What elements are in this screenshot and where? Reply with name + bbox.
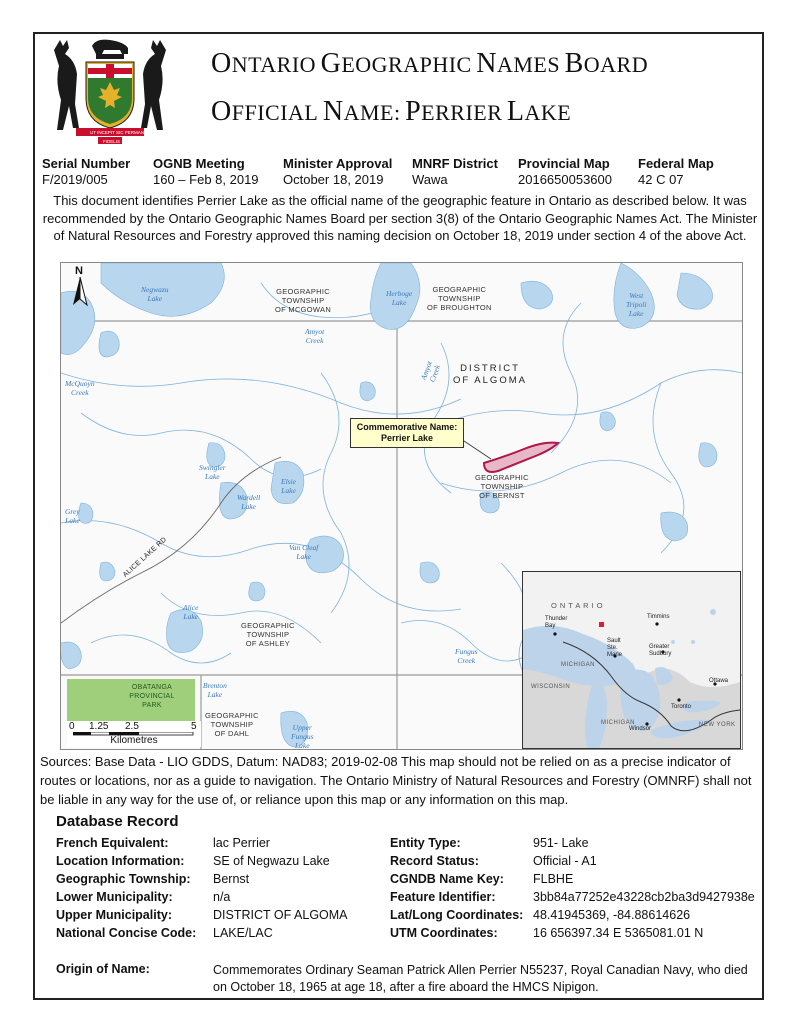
inset-label-thunder-bay: Thunder Bay	[545, 616, 568, 629]
water-label-grey: Grey Lake	[65, 507, 80, 525]
scale-tick-0: 0	[69, 721, 75, 732]
inset-label-toronto: Toronto	[671, 704, 692, 710]
meta-header: Provincial Map	[518, 156, 610, 171]
commemorative-callout: Commemorative Name: Perrier Lake	[350, 418, 464, 448]
water-label-wardell: Wardell Lake	[237, 493, 261, 511]
meta-column	[153, 156, 259, 188]
township-label-broughton: GEOGRAPHIC TOWNSHIP OF BROUGHTON	[427, 285, 492, 312]
park-label: OBATANGA PROVINCIAL PARK	[129, 684, 175, 709]
inset-label-sault: Sault Ste. Marie	[607, 638, 623, 658]
sources-disclaimer: Sources: Base Data - LIO GDDS, Datum: NAD83; 2019-02-08 This map should not be relied on as a precise indicator of routes or locations, nor as a guide to navigation. The Ontario Ministry of Natural Resources and Forestry (OMNRF) shall not be liable in any way for the use of, or reliance upon this map or any information on this map.	[40, 754, 752, 807]
record-label: Lat/Long Coordinates:	[390, 908, 524, 922]
township-label-ashley: GEOGRAPHIC TOWNSHIP OF ASHLEY	[241, 621, 295, 648]
water-label-brenton: Brenton Lake	[203, 681, 227, 699]
water-label-van-cleaf: Van Cleaf Lake	[289, 543, 319, 561]
district-label: DISTRICT OF ALGOMA	[453, 363, 527, 386]
record-label: Feature Identifier:	[390, 890, 496, 904]
inset-label-sudbury: Greater Sudbury	[649, 644, 672, 657]
record-value: n/a	[213, 890, 231, 904]
record-label: Geographic Township:	[56, 872, 191, 886]
scale-tick-1: 1.25	[89, 721, 109, 732]
inset-label-ontario: O N T A R I O	[551, 601, 604, 610]
record-value: 48.41945369, -84.88614626	[533, 908, 691, 922]
meta-value: 2016650053600	[518, 172, 612, 187]
scale-tick-3: 5	[191, 721, 197, 732]
database-record-title: Database Record	[56, 813, 179, 830]
meta-value: F/2019/005	[42, 172, 108, 187]
location-map	[60, 262, 743, 750]
meta-header: Serial Number	[42, 156, 131, 171]
record-value: SE of Negwazu Lake	[213, 854, 330, 868]
record-label: National Concise Code:	[56, 926, 197, 940]
north-arrow-icon	[61, 263, 101, 311]
meta-column	[518, 156, 612, 188]
record-value: DISTRICT OF ALGOMA	[213, 908, 348, 922]
board-title: ONTARIO GEOGRAPHIC NAMES BOARD	[211, 48, 649, 79]
inset-label-timmins: Timmins	[647, 614, 670, 620]
water-label-elsie: Elsie Lake	[281, 477, 296, 495]
crest-motto-right: SIC PERMANET	[116, 130, 150, 135]
intro-paragraph: This document identifies Perrier Lake as the official name of the geographic feature in Ontario as described below. It was recommended by the Ontario Geographic Names Board per section 3(8) of the Ontario Geographic Names Act. The Minister of Natural Resources and Forestry approved this naming decision on October 18, 2019 under section 4 of the above Act.	[42, 193, 758, 243]
inset-label-new-york: NEW YORK	[699, 722, 736, 728]
record-value: FLBHE	[533, 872, 574, 886]
meta-header: Federal Map	[638, 156, 714, 171]
meta-value: 160 – Feb 8, 2019	[153, 172, 259, 187]
provincial-park-area	[67, 679, 195, 721]
water-label-swingler: Swingler Lake	[199, 463, 226, 481]
crest-motto-bottom: FIDELIS	[103, 139, 121, 144]
record-value: 951- Lake	[533, 836, 589, 850]
record-label: CGNDB Name Key:	[390, 872, 504, 886]
crest-motto-left: UT INCEPIT	[90, 130, 115, 135]
official-name-title: OFFICIAL NAME: PERRIER LAKE	[211, 96, 572, 127]
meta-header: Minister Approval	[283, 156, 393, 171]
meta-column	[283, 156, 392, 188]
scale-tick-2: 2.5	[125, 721, 139, 732]
township-label-mcgowan: GEOGRAPHIC TOWNSHIP OF MCGOWAN	[275, 287, 332, 314]
record-value: LAKE/LAC	[213, 926, 273, 940]
water-label-upper-fungus: Upper Fungus Lake	[291, 723, 314, 750]
water-label-fungus: Fungus Creek	[455, 647, 478, 665]
record-value: lac Perrier	[213, 836, 270, 850]
inset-locator-map	[522, 571, 741, 749]
township-label-bernst: GEOGRAPHIC TOWNSHIP OF BERNST	[475, 473, 529, 500]
record-value: Bernst	[213, 872, 250, 886]
road-label: ALICE LAKE RD	[121, 536, 169, 579]
meta-header: MNRF District	[412, 156, 498, 171]
inset-label-ottawa: Ottawa	[709, 678, 729, 684]
water-label-mcquoyn: McQuoyn Creek	[65, 379, 95, 397]
record-value: Official - A1	[533, 854, 597, 868]
meta-value: Wawa	[412, 172, 448, 187]
origin-label: Origin of Name:	[56, 962, 150, 976]
meta-column	[42, 156, 130, 188]
record-value: 3bb84a77252e43228cb2ba3d9427938e	[533, 890, 755, 904]
water-label-alice: Alice Lake	[183, 603, 199, 621]
water-label-negwazu: Negwazu Lake	[141, 285, 169, 303]
meta-value: 42 C 07	[638, 172, 684, 187]
scale-bar	[67, 721, 201, 747]
meta-header: OGNB Meeting	[153, 156, 245, 171]
record-label: Upper Municipality:	[56, 908, 172, 922]
township-label-dahl: GEOGRAPHIC TOWNSHIP OF DAHL	[205, 711, 259, 738]
water-label-west-tripoli: West Tripoli Lake	[626, 291, 647, 318]
ontario-coat-of-arms	[46, 36, 174, 146]
record-label: Entity Type:	[390, 836, 461, 850]
record-label: Location Information:	[56, 854, 185, 868]
water-label-amyot-creek: Amyot Creek	[305, 327, 325, 345]
origin-text: Commemorates Ordinary Seaman Patrick Allen Perrier N55237, Royal Canadian Navy, who died on October 18, 1965 at age 18, after a fire aboard the HMCS Nipigon.	[213, 963, 748, 994]
inset-label-michigan-lower: MICHIGAN	[601, 720, 635, 726]
record-label: French Equivalent:	[56, 836, 169, 850]
inset-label-windsor: Windsor	[629, 726, 652, 732]
record-label: Lower Municipality:	[56, 890, 173, 904]
scale-unit: Kilometres	[110, 735, 158, 746]
record-label: Record Status:	[390, 854, 479, 868]
inset-label-wisconsin: WISCONSIN	[531, 684, 571, 690]
meta-column	[638, 156, 714, 188]
water-label-herboge: Herboge Lake	[386, 289, 413, 307]
record-value: 16 656397.34 E 5365081.01 N	[533, 926, 704, 940]
meta-value: October 18, 2019	[283, 172, 384, 187]
north-label: N	[75, 265, 83, 277]
inset-label-michigan-upper: MICHIGAN	[561, 662, 595, 668]
meta-column	[412, 156, 498, 188]
record-label: UTM Coordinates:	[390, 926, 498, 940]
water-label-amyot-creek-2: Amyot Creek	[418, 359, 443, 384]
